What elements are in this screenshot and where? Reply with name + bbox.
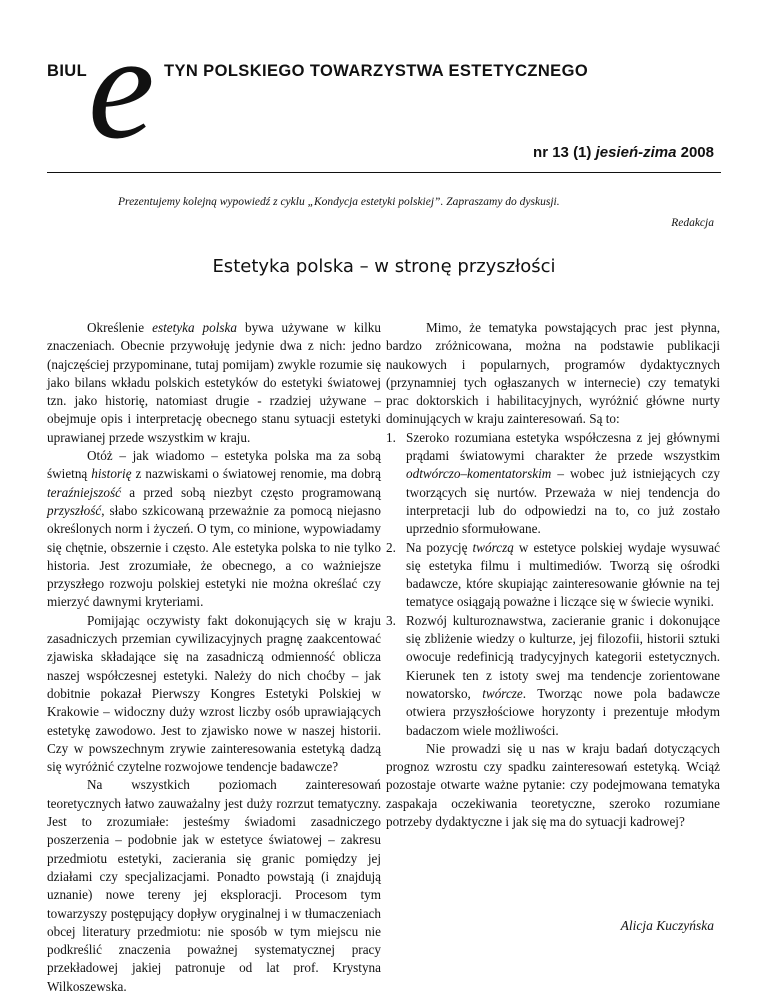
list-item: 3. Rozwój kulturoznawstwa, zacieranie granic i dokonujące się zbliżenie wiedzy o kulturze, jej filozofii, historii sztuki owocuje redefinicją tradycyjnych kategorii estetycznych. Kierunek ten z istoty swej ma tendencje zorientowane nowatorsko, twórcze. Tworząc nowe pola badawcze otwiera przyszłościowe horyzonty i prezentuje młodym badaczom wiele możliwości.: [386, 612, 720, 738]
issue-season: jesień-zima: [595, 144, 677, 161]
paragraph-4: Na wszystkich poziomach zainteresowań teoretycznych łatwo zauważalny jest duży rozrzut tematyczny. Jest to zrozumiałe: jesteśmy świadomi zasadniczego poszerzenia – podobnie jak w estetyce światowej – zakresu przedmiotu estetyki, zacierania się granic pomiędzy jej działami czy specjalizacjami. Ponadto powstają (i znajdują uznanie) nowe tereny jej eksploracji. Procesom tym towarzyszy postępujący dopływ oryginalnej i w tłumaczeniach obcej literatury przedmiotu: nie sposób w tym miejscu nie podkreślić znaczenia poważnej systematycznej pracy przekładowej jakiej patronuje od lat prof. Krystyna Wilkoszewska.: [47, 777, 381, 994]
header-rule: [47, 172, 721, 173]
article-title: Estetyka polska – w stronę przyszłości: [212, 256, 556, 277]
paragraph-1: Określenie estetyka polska bywa używane w kilku znaczeniach. Obecnie przywołuję jedynie dwa z nich: jedno (najczęściej przypominane, tutaj pomijam) zwykle rozumie się jako bilans wkładu polskich estetyków do estetyki światowej tzn. jako historię, natomiast drugie - rzadziej używane – obejmuje opis i interpretację obecnego stanu sytuacji estetyki uprawianej przede wszystkim w kraju.: [47, 320, 381, 445]
issue-info: [533, 144, 714, 161]
masthead-left-text: BIUL: [47, 62, 88, 80]
intro-text: Prezentujemy kolejną wypowiedź z cyklu „Kondycja estetyki polskiej”. Zapraszamy do dyskusji.: [118, 196, 560, 208]
issue-number: nr 13 (1): [533, 144, 592, 161]
list-item: 2. Na pozycję twórczą w estetyce polskiej wydaje wysuwać się estetyka filmu i multimediów. Tworzą się ośrodki badawcze, które skupiając zainteresowanie głównie na tej tematyce osiągają poważne i liczące się w świecie wyniki.: [386, 539, 721, 610]
paragraph-6: Nie prowadzi się u nas w kraju badań dotyczących prognoz wzrostu czy spadku zainteresowań estetyką. Wciąż pozostaje otwarte ważne pytanie: czy podejmowana tematyka zaspakaja oczekiwania teoretyczne, szeroko rozumiane potrzeby dydaktyczne i jak się ma do sytuacji kadrowej?: [386, 740, 720, 830]
list-item: 1. Szeroko rozumiana estetyka współczesna z jej głównymi prądami światowymi charakter że przede wszystkim odtwórczo–komentatorskim – wobec już istniejących czy tworzących się nurtów. Przeważa w niej tendencja do interpretacji lub do odpowiedzi na to, co już zostało uprzednio sformułowane.: [386, 429, 720, 537]
logo-e-glyph: e: [88, 4, 155, 170]
column-right: [386, 319, 720, 831]
issue-year: 2008: [680, 144, 714, 161]
author-signature: Alicja Kuczyńska: [620, 918, 714, 933]
column-left: [47, 319, 381, 996]
paragraph-3: Pomijając oczywisty fakt dokonujących się w kraju zasadniczych przemian cywilizacyjnych pragnę zaakcentować zjawiska składające się na zasadniczą odmienność oblicza naszej współczesnej estetyki. Należy do nich choćby – jak dobitnie pokazał Pierwszy Kongres Estetyki Polskiej w Krakowie – widoczny duży wzrost liczby osób uprawiających estetykę zawodowo. Jest to zjawisko nowe w naszej historii. Czy w powszechnym zrywie zainteresowania estetyką dadzą się wyróżnić czytelne rozwojowe tendencje badawcze?: [47, 612, 381, 775]
trends-list: [386, 429, 720, 740]
intro-signature: Redakcja: [671, 217, 714, 229]
paragraph-2: Otóż – jak wiadomo – estetyka polska ma za sobą świetną historię z nazwiskami o światowej renomie, ma dobrą teraźniejszość a przed sobą niezbyt często programowaną przyszłość, słabo szkicowaną przeważnie za pomocą niejasno określonych norm i życzeń. O tym, co minione, wypowiadamy się chętnie, obszernie i często. Ale estetyka polska to nie tylko historia. Jest zrozumiałe, że obecnego, a co ważniejsze przyszłego rozwoju polskiej estetyki nie można określać czy mierzyć dawnymi kryteriami.: [47, 448, 381, 610]
paragraph-5: Mimo, że tematyka powstających prac jest płynna, bardzo zróżnicowana, można na podstawie publikacji naukowych i popularnych, programów dydaktycznych (przynamniej tych ogłaszanych w internecie) czy tematyki prac doktorskich i habilitacyjnych, wyróżnić główne nurty dominujących w kraju zainteresowań. Są to:: [386, 320, 720, 427]
masthead-right-text: TYN POLSKIEGO TOWARZYSTWA ESTETYCZNEGO: [164, 62, 589, 80]
